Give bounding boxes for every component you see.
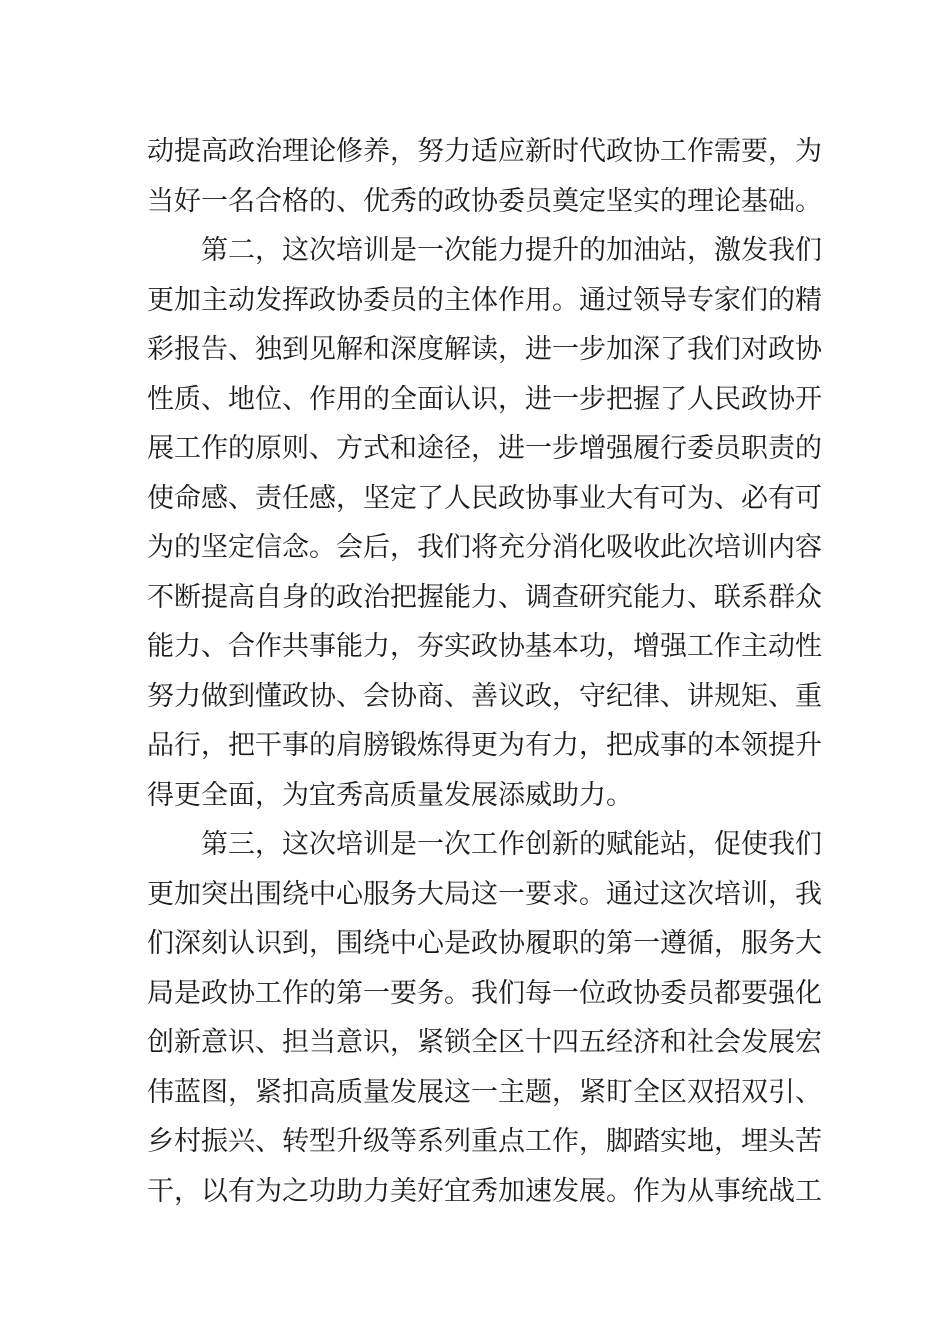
text-line: 使命感、责任感，坚定了人民政协事业大有可为、必有可 [147, 482, 822, 514]
text-line: 品行，把干事的肩膀锻炼得更为有力，把成事的本领提升 [147, 730, 822, 761]
paragraph-first-line: 第二，这次培训是一次能力提升的加油站，激发我们 [201, 235, 822, 266]
text-line: 更加突出围绕中心服务大局这一要求。通过这次培训，我 [147, 878, 822, 910]
text-line: 局是政协工作的第一要务。我们每一位政协委员都要强化 [147, 977, 822, 1009]
text-line: 不断提高自身的政治把握能力、调查研究能力、联系群众 [147, 581, 822, 613]
text-line: 展工作的原则、方式和途径，进一步增强履行委员职责的 [147, 433, 822, 464]
text-line: 创新意识、担当意识，紧锁全区十四五经济和社会发展宏 [147, 1027, 822, 1058]
text-line: 干，以有为之功助力美好宜秀加速发展。作为从事统战工 [147, 1175, 822, 1207]
text-line: 彩报告、独到见解和深度解读，进一步加深了我们对政协 [147, 334, 822, 365]
text-line: 乡村振兴、转型升级等系列重点工作，脚踏实地，埋头苦 [147, 1126, 822, 1157]
text-line: 伟蓝图，紧扣高质量发展这一主题，紧盯全区双招双引、 [147, 1076, 822, 1108]
text-line: 为的坚定信念。会后，我们将充分消化吸收此次培训内容 [147, 532, 822, 563]
text-line: 动提高政治理论修养，努力适应新时代政协工作需要，为 [147, 136, 822, 167]
text-line: 努力做到懂政协、会协商、善议政，守纪律、讲规矩、重 [147, 680, 822, 712]
text-line: 当好一名合格的、优秀的政协委员奠定坚实的理论基础。 [147, 185, 822, 217]
text-line: 们深刻认识到，围绕中心是政协履职的第一遵循，服务大 [147, 928, 822, 959]
text-line: 能力、合作共事能力，夯实政协基本功，增强工作主动性 [147, 631, 822, 662]
text-line: 性质、地位、作用的全面认识，进一步把握了人民政协开 [147, 383, 822, 415]
paragraph-first-line: 第三，这次培训是一次工作创新的赋能站，促使我们 [201, 829, 822, 860]
text-line: 更加主动发挥政协委员的主体作用。通过领导专家们的精 [147, 284, 822, 316]
text-line: 得更全面，为宜秀高质量发展添威助力。 [147, 779, 633, 811]
body-text [147, 127, 822, 1216]
